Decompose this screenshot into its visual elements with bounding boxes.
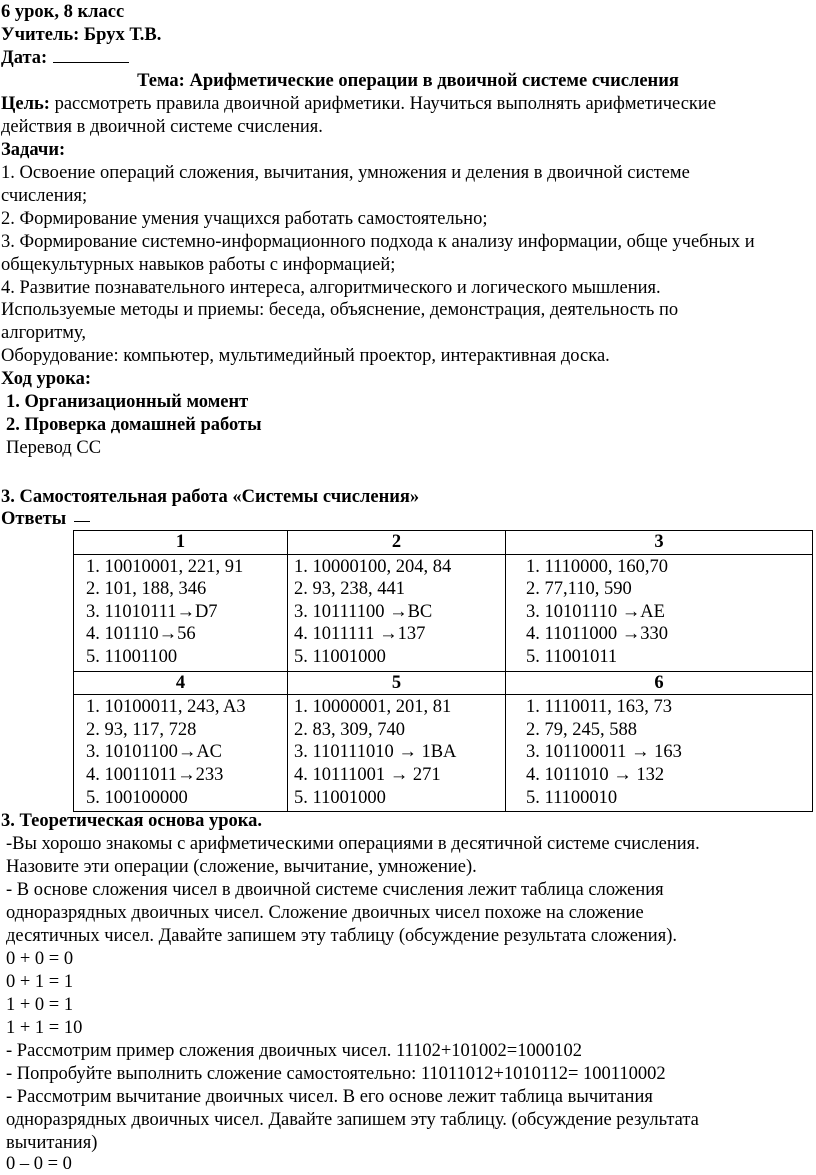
theory-line: - Попробуйте выполнить сложение самостоятельно: 11011012+1010112= 100110002 xyxy=(6,1064,666,1084)
answer-line: 2. 93, 238, 441 xyxy=(294,579,405,600)
date-line xyxy=(1,47,129,69)
theory-line: одноразрядных двоичных чисел. Давайте запишем эту таблицу. (обсуждение результата xyxy=(6,1110,699,1130)
step-independent-work: 3. Самостоятельная работа «Системы счисления» xyxy=(1,487,420,507)
answer-cell xyxy=(74,554,288,671)
answer-line: 1. 1110011, 163, 73 xyxy=(526,697,672,718)
task-line: 2. Формирование умения учащихся работать самостоятельно; xyxy=(1,209,488,229)
homework-text: Перевод СС xyxy=(6,438,102,458)
answer-line: 4. 10011011→233 xyxy=(86,764,224,785)
task-line: общекультурных навыков работы с информацией; xyxy=(1,255,396,275)
answer-line: 3. 11010111→D7 xyxy=(86,601,218,622)
date-label: Дата: xyxy=(1,48,48,68)
answer-line: 1. 10100011, 243, A3 xyxy=(86,697,246,718)
answer-line: 2. 77,110, 590 xyxy=(526,579,632,600)
goal-label: Цель: xyxy=(1,94,50,114)
equipment-line: Оборудование: компьютер, мультимедийный проектор, интерактивная доска. xyxy=(1,346,610,366)
tasks-label: Задачи: xyxy=(1,140,66,160)
answer-line: 5. 11100010 xyxy=(526,787,618,808)
theory-line: одноразрядных двоичных чисел. Сложение двоичных чисел похоже на сложение xyxy=(6,903,644,923)
step-organizational: 1. Организационный момент xyxy=(6,392,249,412)
addition-rule: 0 + 0 = 0 xyxy=(6,949,74,969)
answer-line: 3. 101100011 → 163 xyxy=(526,742,682,763)
task-line: счисления; xyxy=(1,186,88,206)
answer-cell xyxy=(506,554,813,671)
answer-line: 3. 10111100 →BC xyxy=(294,601,433,622)
variant-header: 3 xyxy=(506,531,813,555)
theory-line: - В основе сложения чисел в двоичной системе счисления лежит таблица сложения xyxy=(6,880,664,900)
answer-line: 5. 11001000 xyxy=(294,646,386,667)
answers-label: Ответы xyxy=(1,509,67,529)
table-row xyxy=(74,554,813,671)
answer-line: 1. 10000100, 204, 84 xyxy=(294,556,452,577)
table-header-row xyxy=(74,531,813,555)
task-line: 3. Формирование системно-информационного подхода к анализу информации, обще учебных и xyxy=(1,232,755,252)
variant-header: 6 xyxy=(506,671,813,695)
answer-line: 3. 110111010 → 1BA xyxy=(294,742,457,763)
answers-table xyxy=(73,530,813,812)
answer-line: 4. 10111001 → 271 xyxy=(294,764,441,785)
theory-line: Назовите эти операции (сложение, вычитание, умножение). xyxy=(6,857,477,877)
table-row xyxy=(74,695,813,812)
variant-header: 2 xyxy=(288,531,506,555)
answer-cell xyxy=(288,554,506,671)
answer-line: 2. 101, 188, 346 xyxy=(86,579,207,600)
answer-line: 5. 11001000 xyxy=(294,787,386,808)
answer-line: 1. 10010001, 221, 91 xyxy=(86,556,244,577)
variant-header: 1 xyxy=(74,531,288,555)
theory-heading: 3. Теоретическая основа урока. xyxy=(1,811,263,831)
answer-line: 5. 11001011 xyxy=(526,646,618,667)
theory-line: вычитания) xyxy=(6,1133,98,1153)
answer-line: 1. 1110000, 160,70 xyxy=(526,556,669,577)
task-line: 4. Развитие познавательного интереса, алгоритмического и логического мышления. xyxy=(1,278,661,298)
table-header-row xyxy=(74,671,813,695)
course-label: Ход урока: xyxy=(1,369,92,389)
answer-line: 1. 10000001, 201, 81 xyxy=(294,697,452,718)
answer-cell xyxy=(506,695,813,812)
variant-header: 5 xyxy=(288,671,506,695)
answer-cell xyxy=(288,695,506,812)
answer-line: 2. 83, 309, 740 xyxy=(294,719,405,740)
answers-underline xyxy=(74,521,90,522)
answer-line: 3. 10101100→AC xyxy=(86,742,223,763)
answer-line: 5. 100100000 xyxy=(86,787,188,808)
goal-line-1 xyxy=(1,93,716,115)
answer-cell xyxy=(74,695,288,812)
answer-line: 5. 11001100 xyxy=(86,646,178,667)
answer-line: 4. 101110→56 xyxy=(86,624,196,645)
answer-line: 2. 93, 117, 728 xyxy=(86,719,197,740)
methods-line-2: алгоритму, xyxy=(1,323,86,343)
goal-text-1: рассмотреть правила двоичной арифметики. Научиться выполнять арифметические xyxy=(49,94,717,114)
date-blank xyxy=(53,47,129,63)
answer-line: 2. 79, 245, 588 xyxy=(526,719,637,740)
answer-line: 4. 11011000 →330 xyxy=(526,624,669,645)
answer-line: 4. 1011010 → 132 xyxy=(526,764,665,785)
answer-line: 4. 1011111 →137 xyxy=(294,624,426,645)
subtraction-rule: 0 – 0 = 0 xyxy=(6,1154,72,1174)
addition-rule: 1 + 1 = 10 xyxy=(6,1018,83,1038)
goal-line-2: действия в двоичной системе счисления. xyxy=(1,117,323,137)
topic-title: Тема: Арифметические операции в двоичной системе счисления xyxy=(137,71,679,91)
theory-line: -Вы хорошо знакомы с арифметическими операциями в десятичной системе счисления. xyxy=(6,834,700,854)
variant-header: 4 xyxy=(74,671,288,695)
theory-line: - Рассмотрим вычитание двоичных чисел. В его основе лежит таблица вычитания xyxy=(6,1087,653,1107)
addition-rule: 0 + 1 = 1 xyxy=(6,972,74,992)
methods-line-1: Используемые методы и приемы: беседа, объяснение, демонстрация, деятельность по xyxy=(1,300,679,320)
theory-line: десятичных чисел. Давайте запишем эту таблицу (обсуждение результата сложения). xyxy=(6,926,678,946)
lesson-number: 6 урок, 8 класс xyxy=(1,2,125,22)
task-line: 1. Освоение операций сложения, вычитания, умножения и деления в двоичной системе xyxy=(1,163,690,183)
answer-line: 3. 10101110 →AE xyxy=(526,601,665,622)
step-homework-check: 2. Проверка домашней работы xyxy=(6,415,262,435)
theory-line: - Рассмотрим пример сложения двоичных чисел. 11102+101002=1000102 xyxy=(6,1041,582,1061)
teacher-name: Учитель: Брух Т.В. xyxy=(1,25,162,45)
addition-rule: 1 + 0 = 1 xyxy=(6,995,74,1015)
